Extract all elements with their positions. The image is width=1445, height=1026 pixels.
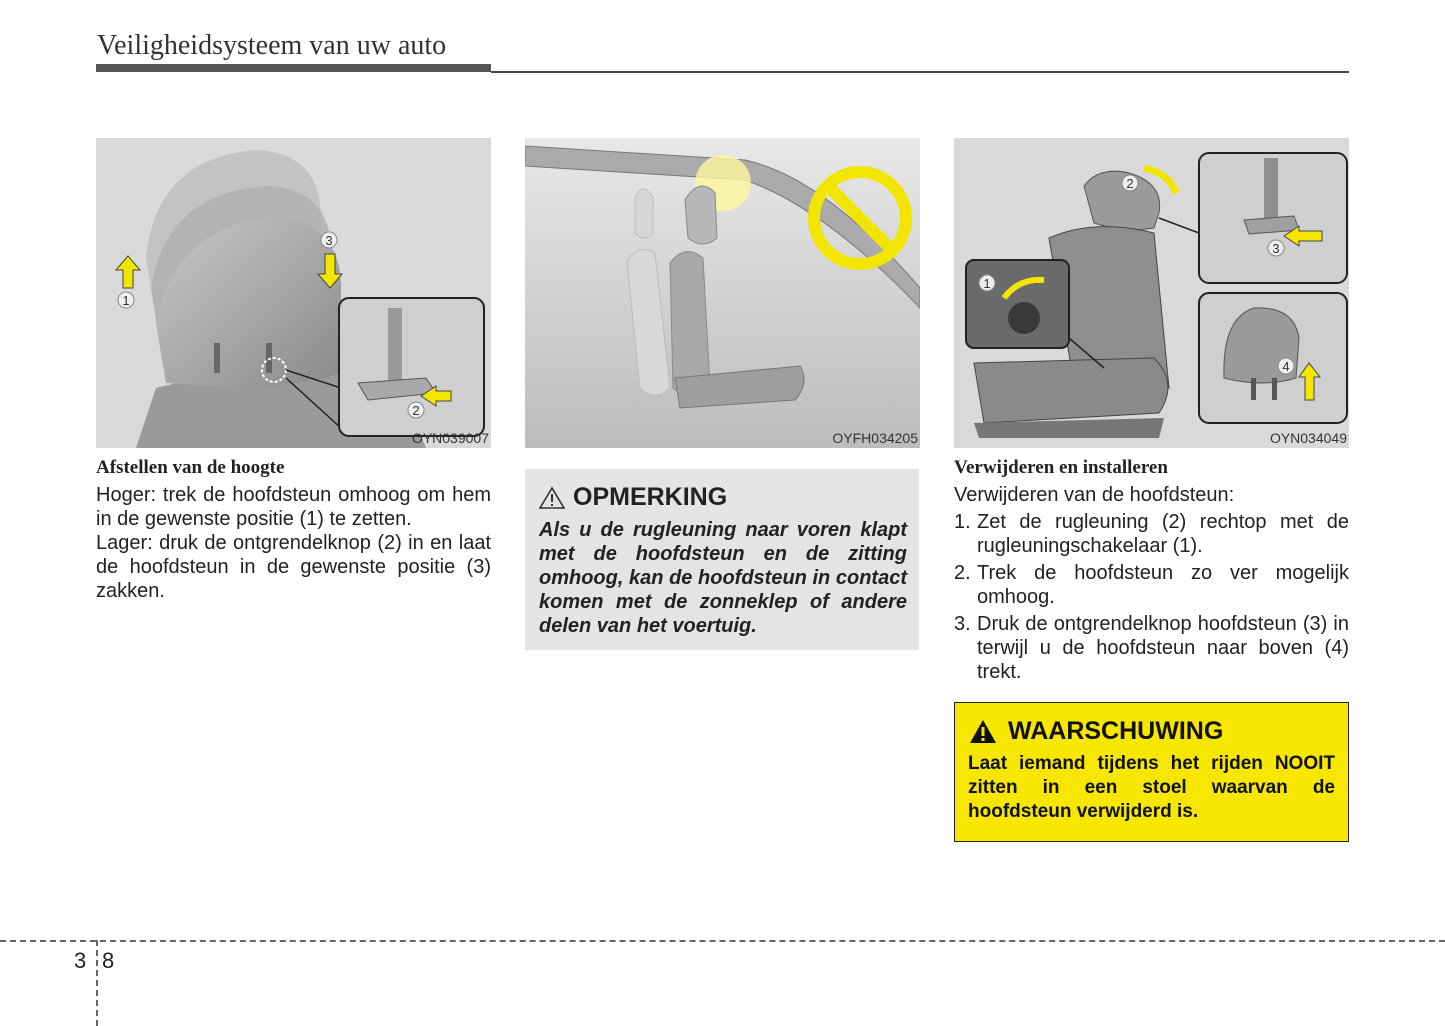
step-text: Trek de hoofdsteun zo ver mogelijk omhoog. (977, 562, 1349, 608)
warning-box (954, 702, 1349, 842)
list-item (954, 510, 1349, 558)
figure3-label-3: 3 (1272, 241, 1280, 256)
footer-divider-vertical (96, 940, 98, 1026)
warning-triangle-icon (539, 486, 565, 510)
figure3-label-2: 2 (1126, 176, 1134, 191)
col3-body (954, 483, 1349, 684)
col3-intro: Verwijderen van de hoofdsteun: (954, 484, 1235, 506)
col1-paragraph-higher: Hoger: trek de hoofdsteun omhoog om hem in de gewenste positie (1) te zetten. (96, 484, 491, 530)
figure-headrest-contact (525, 138, 920, 448)
removal-steps-list (954, 510, 1349, 684)
col1-paragraph-lower: Lager: druk de ontgrendelknop (2) in en laat de hoofdsteun in de gewenste positie (3) zakken. (96, 532, 491, 602)
note-title-text: OPMERKING (573, 483, 728, 511)
note-box (525, 469, 919, 650)
headrest-contact-illustration (525, 138, 920, 448)
chapter-number: 3 (74, 948, 87, 973)
figure3-label-4: 4 (1282, 359, 1290, 374)
col1-body (96, 483, 491, 603)
figure-headrest-removal (954, 138, 1349, 448)
header-rule-thick (96, 64, 491, 72)
warning-body: Laat iemand tijdens het rijden NOOIT zitten in een stoel waarvan de hoofdsteun verwijderd is. (968, 753, 1335, 822)
page-header-title: Veiligheidsysteem van uw auto (97, 30, 447, 61)
footer-divider (0, 940, 1445, 942)
headrest-height-illustration (96, 138, 491, 448)
note-body: Als u de rugleuning naar voren klapt met de hoofdsteun en de zitting omhoog, kan de hoofdsteun in contact komen met de zonneklep of andere delen van het voertuig. (539, 519, 907, 637)
figure1-label-2: 2 (412, 403, 420, 418)
warning-title-text: WAARSCHUWING (1008, 717, 1224, 745)
figure-code: OYFH034205 (832, 430, 918, 446)
figure-headrest-height (96, 138, 491, 448)
step-text: Druk de ontgrendelknop hoofdsteun (3) in terwijl u de hoofdsteun naar boven (4) trekt. (977, 613, 1349, 683)
warning-title (968, 717, 1335, 746)
header-rule-thin (491, 71, 1349, 73)
list-item (954, 561, 1349, 609)
step-number: 1. (954, 511, 971, 533)
page-number: 8 (102, 948, 115, 973)
figure1-label-3: 3 (325, 233, 333, 248)
list-item (954, 612, 1349, 684)
figure-code: OYN034049 (1269, 430, 1347, 446)
step-text: Zet de rugleuning (2) rechtop met de rugleuningschakelaar (1). (977, 511, 1349, 557)
figure3-label-1: 1 (983, 276, 991, 291)
col3-heading: Verwijderen en installeren (954, 457, 1168, 478)
warning-triangle-icon (968, 718, 998, 745)
figure-code: OYN039007 (411, 430, 489, 446)
step-number: 3. (954, 613, 971, 635)
figure1-label-1: 1 (122, 293, 130, 308)
note-title (539, 483, 907, 512)
step-number: 2. (954, 562, 971, 584)
col1-heading: Afstellen van de hoogte (96, 457, 285, 478)
headrest-removal-illustration (954, 138, 1349, 448)
